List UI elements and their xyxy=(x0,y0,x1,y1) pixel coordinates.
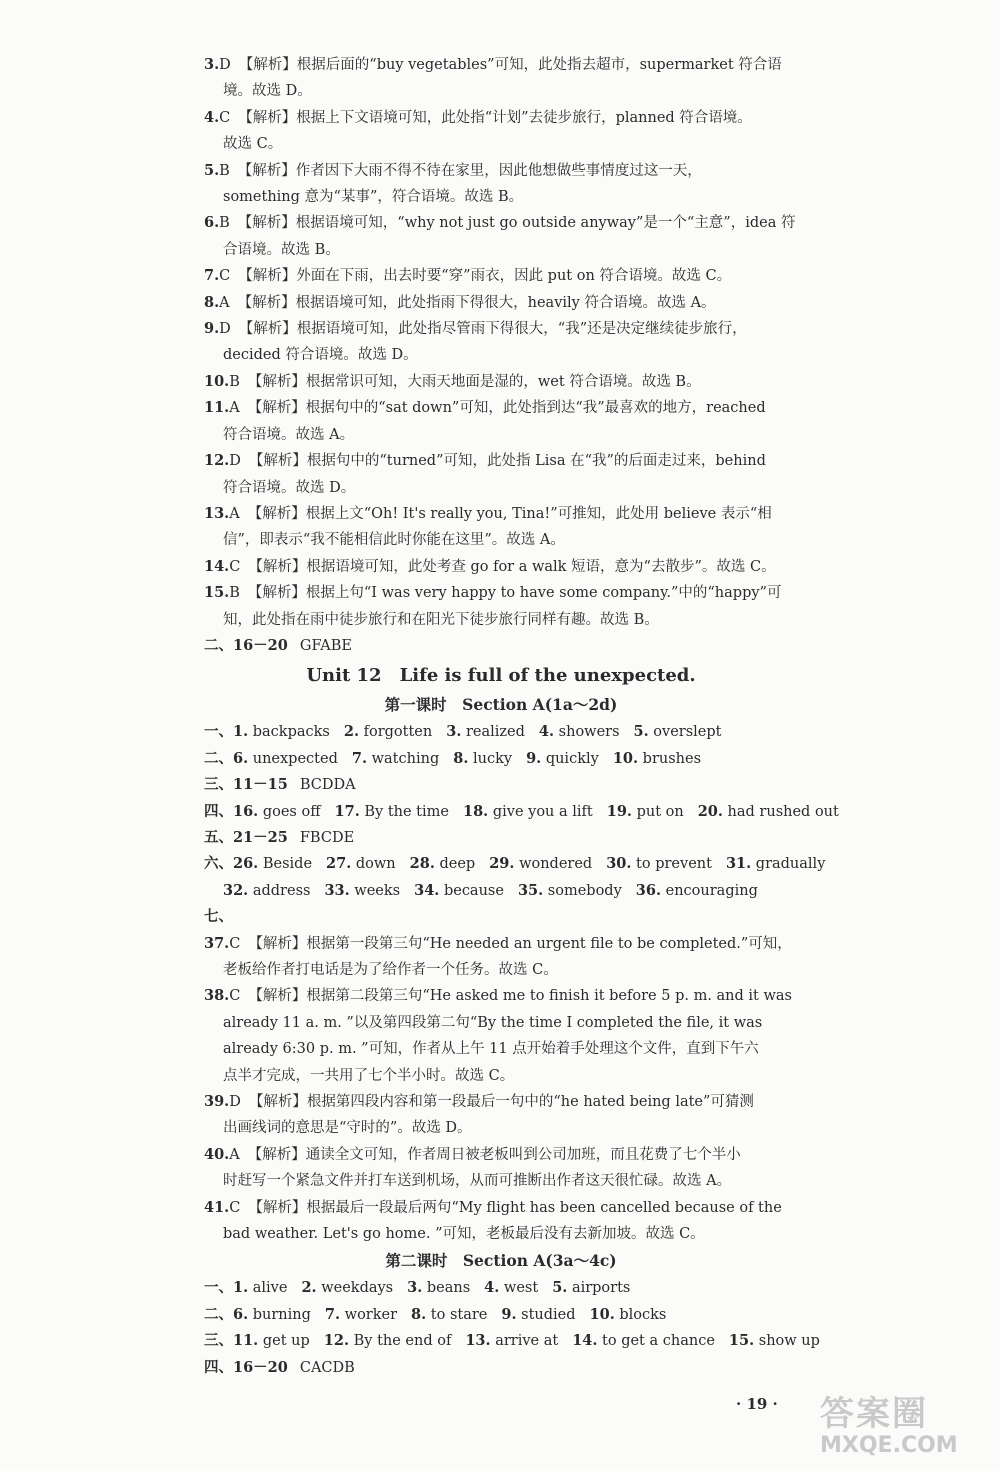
section-2-answers xyxy=(204,633,798,659)
item-number: 10. xyxy=(589,1305,615,1323)
explanation-continuation: 合语境。故选 B。 xyxy=(223,241,340,258)
explanation-text: 根据后面的“buy vegetables”可知，此处指去超市，supermarket 符合语 xyxy=(296,57,782,73)
item-answer: deep xyxy=(439,856,476,873)
question-number: 8. xyxy=(204,293,220,311)
explanation-text: 根据语境可知，此处考查 go for a walk 短语，意为“去散步”。故选 C。 xyxy=(306,558,776,575)
item-answer: gradually xyxy=(755,856,826,873)
analysis-tag: 【解析】 xyxy=(238,57,297,73)
item-number: 2. xyxy=(343,723,359,741)
answer-choice: A xyxy=(229,1146,240,1163)
explanation-text: 根据上下文语境可知，此处指“计划”去徒步旅行，planned 符合语境。 xyxy=(296,109,752,126)
explanation-text: 根据第二段第三句“He asked me to finish it before 5 p. m. and it was xyxy=(306,988,792,1005)
analysis-tag: 【解析】 xyxy=(238,321,297,338)
item-number: 1. xyxy=(233,723,249,741)
explanation-continuation: 时赶写一个紧急文件并打车送到机场，从而可推断出作者这天很忙碌。故选 A。 xyxy=(223,1173,732,1190)
question-number: 15. xyxy=(204,584,230,602)
item-number: 30. xyxy=(606,855,632,873)
answer-choice: A xyxy=(229,505,240,522)
explanation-13 xyxy=(204,501,798,554)
l1-row-6b xyxy=(204,878,798,904)
explanation-12 xyxy=(204,448,798,501)
l2-row-3 xyxy=(204,1328,820,1354)
item-number: 7. xyxy=(324,1305,341,1323)
question-number: 39. xyxy=(204,1093,230,1111)
item-answer: beans xyxy=(426,1280,471,1297)
item-number: 4. xyxy=(538,723,555,741)
analysis-tag: 【解析】 xyxy=(248,988,307,1005)
question-number: 12. xyxy=(204,452,230,470)
question-number: 5. xyxy=(204,161,220,179)
explanation-continuation: 信”，即表示“我不能相信此时你能在这里”。故选 A。 xyxy=(223,532,565,549)
answer-page xyxy=(204,52,839,1381)
item-answer: somebody xyxy=(547,882,622,899)
l1-row-4 xyxy=(204,799,839,825)
analysis-tag: 【解析】 xyxy=(247,505,306,522)
l1-row-3 xyxy=(204,772,798,798)
item-answer: studied xyxy=(521,1306,576,1323)
watermark-logo: 答案圈 xyxy=(820,1394,928,1434)
unit-title: Unit 12 Life is full of the unexpected. xyxy=(306,665,696,687)
explanation-text: 根据句中的“turned”可知，此处指 Lisa 在“我”的后面走过来，behind xyxy=(306,453,766,470)
item-number: 19. xyxy=(606,802,632,820)
section-label: 三、11－15 xyxy=(204,776,288,794)
explanation-continuation: 符合语境。故选 D。 xyxy=(223,479,356,496)
explanation-4 xyxy=(204,105,798,158)
answer-choice: D xyxy=(229,1094,241,1111)
item-answer: unexpected xyxy=(252,750,338,767)
item-number: 6. xyxy=(233,749,249,767)
explanation-38 xyxy=(204,983,798,1089)
item-answer: blocks xyxy=(619,1306,667,1323)
item-number: 8. xyxy=(453,749,469,767)
item-number: 27. xyxy=(326,855,352,873)
explanation-continuation: something 意为“某事”，符合语境。故选 B。 xyxy=(223,189,524,206)
l2-row-1 xyxy=(204,1275,798,1301)
question-number: 38. xyxy=(204,987,230,1005)
section-label: 四、 xyxy=(204,802,233,820)
lesson-2-title: 第二课时 Section A(3a～4c) xyxy=(385,1251,617,1271)
question-number: 9. xyxy=(204,320,220,338)
item-number: 31. xyxy=(725,855,752,873)
item-answer: goes off xyxy=(262,803,321,820)
explanation-text: 根据上句“I was very happy to have some company.”中的“happy”可 xyxy=(305,585,782,602)
explanation-text: 根据句中的“sat down”可知，此处指到达“我”最喜欢的地方，reached xyxy=(305,400,766,417)
lesson-1-title: 第一课时 Section A(1a～2d) xyxy=(384,695,618,715)
explanation-text: 外面在下雨，出去时要“穿”雨衣，因此 put on 符合语境。故选 C。 xyxy=(296,268,732,285)
question-number: 3. xyxy=(204,56,220,73)
item-number: 5. xyxy=(552,1279,568,1297)
section-label: 二、 xyxy=(204,1305,233,1323)
explanation-line xyxy=(204,52,798,78)
explanation-continuation: already 11 a. m. ”以及第四段第二句“By the time I completed the file, it was xyxy=(223,1014,763,1031)
item-answer: overslept xyxy=(653,724,722,741)
item-number: 17. xyxy=(334,802,360,820)
explanation-text: 根据语境可知，“why not just go outside anyway”是一个“主意”，idea 符 xyxy=(295,215,796,232)
item-answer: By the end of xyxy=(353,1333,452,1350)
explanation-39 xyxy=(204,1089,798,1142)
l2-row-2 xyxy=(204,1302,798,1328)
item-number: 35. xyxy=(517,881,544,899)
l1-row-2 xyxy=(204,746,798,772)
answer-choice: C xyxy=(229,935,241,952)
section-label: 二、 xyxy=(204,749,233,767)
section-label: 三、 xyxy=(204,1332,233,1350)
section-label: 二、16－20 xyxy=(204,636,288,654)
item-answer: had rushed out xyxy=(727,803,839,820)
item-number: 33. xyxy=(324,881,350,899)
section-label: 一、 xyxy=(204,723,233,741)
explanation-continuation: 符合语境。故选 A。 xyxy=(223,426,355,443)
explanation-text: 根据第一段第三句“He needed an urgent file to be completed.”可知， xyxy=(306,935,792,952)
item-answer: get up xyxy=(262,1333,310,1350)
item-number: 13. xyxy=(465,1332,491,1350)
explanation-9 xyxy=(204,316,798,369)
item-answer: to get a chance xyxy=(602,1333,715,1350)
explanation-continuation: 出画线词的意思是“守时的”。故选 D。 xyxy=(223,1120,472,1137)
item-answer: forgotten xyxy=(363,724,433,741)
item-answer: burning xyxy=(252,1306,311,1323)
item-answer: address xyxy=(252,882,311,899)
item-answer: west xyxy=(503,1280,539,1297)
answer-choice: C xyxy=(219,268,231,285)
section-label: 七、 xyxy=(204,908,233,926)
item-answer: quickly xyxy=(545,750,599,767)
explanation-15 xyxy=(204,580,798,633)
answer-choice: D xyxy=(219,57,231,73)
question-number: 11. xyxy=(204,399,230,417)
answer-choice: C xyxy=(229,988,241,1005)
question-number: 7. xyxy=(204,267,220,285)
l1-row-7 xyxy=(204,904,798,930)
analysis-tag: 【解析】 xyxy=(248,935,307,952)
item-number: 9. xyxy=(526,749,542,767)
question-number: 10. xyxy=(204,372,230,390)
item-answer: backpacks xyxy=(252,724,330,741)
item-answer: to stare xyxy=(430,1306,488,1323)
item-number: 2. xyxy=(301,1279,317,1297)
answer-choice: B xyxy=(229,373,240,390)
answer-key: CACDB xyxy=(299,1359,355,1376)
analysis-tag: 【解析】 xyxy=(238,109,297,126)
answer-key: BCDDA xyxy=(299,777,356,794)
item-number: 4. xyxy=(484,1279,500,1297)
item-number: 20. xyxy=(697,802,723,820)
section-label: 四、16－20 xyxy=(204,1358,288,1376)
item-number: 9. xyxy=(501,1305,517,1323)
item-number: 6. xyxy=(233,1305,249,1323)
analysis-tag: 【解析】 xyxy=(237,215,296,232)
question-number: 41. xyxy=(204,1198,230,1216)
question-number: 13. xyxy=(204,504,230,522)
l1-row-6 xyxy=(204,851,826,877)
answer-choice: A xyxy=(219,294,230,311)
item-number: 3. xyxy=(446,723,462,741)
item-answer: weekdays xyxy=(321,1280,394,1297)
answer-choice: A xyxy=(229,400,240,417)
item-number: 3. xyxy=(407,1279,423,1297)
answer-choice: B xyxy=(219,215,230,232)
explanation-3 xyxy=(204,52,798,105)
item-number: 1. xyxy=(233,1279,249,1297)
answer-choice: D xyxy=(219,321,231,338)
explanation-41 xyxy=(204,1195,798,1248)
section-label: 五、21－25 xyxy=(204,828,288,846)
explanation-text: 通读全文可知，作者周日被老板叫到公司加班，而且花费了七个半小 xyxy=(305,1146,741,1163)
question-number: 40. xyxy=(204,1145,230,1163)
explanation-text: 作者因下大雨不得不待在家里，因此他想做些事情度过这一天， xyxy=(295,162,702,179)
item-answer: encouraging xyxy=(665,882,758,899)
item-answer: By the time xyxy=(364,803,449,820)
analysis-tag: 【解析】 xyxy=(247,400,306,417)
explanation-continuation: decided 符合语境。故选 D。 xyxy=(223,347,418,364)
analysis-tag: 【解析】 xyxy=(247,585,306,602)
item-number: 34. xyxy=(414,881,440,899)
watermark xyxy=(820,1395,990,1465)
item-answer: arrive at xyxy=(495,1333,559,1350)
question-number: 37. xyxy=(204,934,230,952)
item-answer: worker xyxy=(344,1306,398,1323)
explanation-text: 根据最后一段最后两句“My flight has been cancelled because of the xyxy=(306,1199,782,1216)
analysis-tag: 【解析】 xyxy=(248,1094,307,1111)
watermark-url: MXQE.COM xyxy=(820,1433,958,1458)
section-label: 一、 xyxy=(204,1279,233,1297)
answer-choice: D xyxy=(229,453,241,470)
item-number: 8. xyxy=(411,1305,427,1323)
answer-choice: C xyxy=(229,1199,241,1216)
analysis-tag: 【解析】 xyxy=(248,558,307,575)
answer-choice: B xyxy=(229,585,240,602)
explanation-text: 根据第四段内容和第一段最后一句中的“he hated being late”可猜测 xyxy=(306,1094,754,1111)
item-answer: show up xyxy=(758,1333,820,1350)
analysis-tag: 【解析】 xyxy=(248,453,307,470)
item-answer: alive xyxy=(252,1280,288,1297)
explanation-continuation: bad weather. Let's go home. ”可知，老板最后没有去新加坡。故选 C。 xyxy=(223,1226,705,1243)
item-number: 12. xyxy=(323,1332,349,1350)
explanation-continuation: 老板给作者打电话是为了给作者一个任务。故选 C。 xyxy=(223,962,558,978)
item-answer: realized xyxy=(465,724,525,741)
analysis-tag: 【解析】 xyxy=(237,162,296,179)
item-answer: put on xyxy=(636,803,684,820)
item-number: 7. xyxy=(351,749,368,767)
item-answer: because xyxy=(443,882,504,899)
explanation-continuation: 故选 C。 xyxy=(223,136,283,153)
explanation-8 xyxy=(204,290,798,316)
item-answer: down xyxy=(355,856,396,873)
explanation-continuation: 点半才完成，一共用了七个半小时。故选 C。 xyxy=(223,1067,515,1084)
l1-row-5 xyxy=(204,825,798,851)
section-label: 六、 xyxy=(204,855,233,873)
question-number: 14. xyxy=(204,557,230,575)
explanation-continuation: 境。故选 D。 xyxy=(223,83,312,100)
answer-key: GFABE xyxy=(299,637,352,654)
item-number: 18. xyxy=(462,802,489,820)
explanation-continuation: 知，此处指在雨中徒步旅行和在阳光下徒步旅行同样有趣。故选 B。 xyxy=(223,611,659,628)
l2-row-4 xyxy=(204,1355,798,1381)
item-number: 36. xyxy=(635,881,662,899)
item-number: 15. xyxy=(728,1332,755,1350)
explanation-11 xyxy=(204,395,798,448)
item-number: 11. xyxy=(233,1332,259,1350)
page-number: · 19 · xyxy=(736,1395,778,1413)
analysis-tag: 【解析】 xyxy=(238,268,297,285)
answer-choice: C xyxy=(219,109,231,126)
analysis-tag: 【解析】 xyxy=(247,373,306,390)
answer-choice: B xyxy=(219,162,230,179)
explanation-text: 根据语境可知，此处指雨下得很大，heavily 符合语境。故选 A。 xyxy=(295,294,716,311)
item-number: 16. xyxy=(233,802,259,820)
item-number: 26. xyxy=(233,855,259,873)
item-answer: wondered xyxy=(519,856,593,873)
explanation-5 xyxy=(204,158,798,211)
item-number: 32. xyxy=(223,881,249,899)
item-answer: to prevent xyxy=(636,856,712,873)
explanation-6 xyxy=(204,210,798,263)
item-answer: watching xyxy=(371,750,440,767)
question-number: 6. xyxy=(204,214,220,232)
item-answer: showers xyxy=(558,724,620,741)
analysis-tag: 【解析】 xyxy=(237,294,296,311)
answer-key: FBCDE xyxy=(299,829,355,846)
explanation-14 xyxy=(204,554,798,580)
item-number: 28. xyxy=(409,855,435,873)
explanation-10 xyxy=(204,369,798,395)
item-number: 29. xyxy=(489,855,515,873)
item-answer: airports xyxy=(571,1280,631,1297)
item-answer: give you a lift xyxy=(492,803,593,820)
answer-choice: C xyxy=(229,558,241,575)
item-answer: Beside xyxy=(262,856,313,873)
analysis-tag: 【解析】 xyxy=(247,1146,306,1163)
l1-row-1 xyxy=(204,719,798,745)
item-number: 5. xyxy=(633,723,649,741)
explanation-text: 根据常识可知，大雨天地面是湿的，wet 符合语境。故选 B。 xyxy=(305,373,701,390)
analysis-tag: 【解析】 xyxy=(248,1199,307,1216)
item-answer: lucky xyxy=(472,750,513,767)
item-answer: brushes xyxy=(642,750,702,767)
explanation-text: 根据语境可知，此处指尽管雨下得很大，“我”还是决定继续徒步旅行， xyxy=(296,321,747,338)
question-number: 4. xyxy=(204,108,220,126)
item-number: 14. xyxy=(572,1332,598,1350)
item-number: 10. xyxy=(612,749,639,767)
explanation-7 xyxy=(204,263,798,289)
explanation-37 xyxy=(204,931,798,984)
explanation-40 xyxy=(204,1142,798,1195)
explanation-continuation: already 6:30 p. m. ”可知，作者从上午 11 点开始着手处理这个文件，直到下午六 xyxy=(223,1041,759,1058)
item-answer: weeks xyxy=(354,882,401,899)
explanation-text: 根据上文“Oh! It's really you, Tina!”可推知，此处用 believe 表示“相 xyxy=(305,505,772,522)
